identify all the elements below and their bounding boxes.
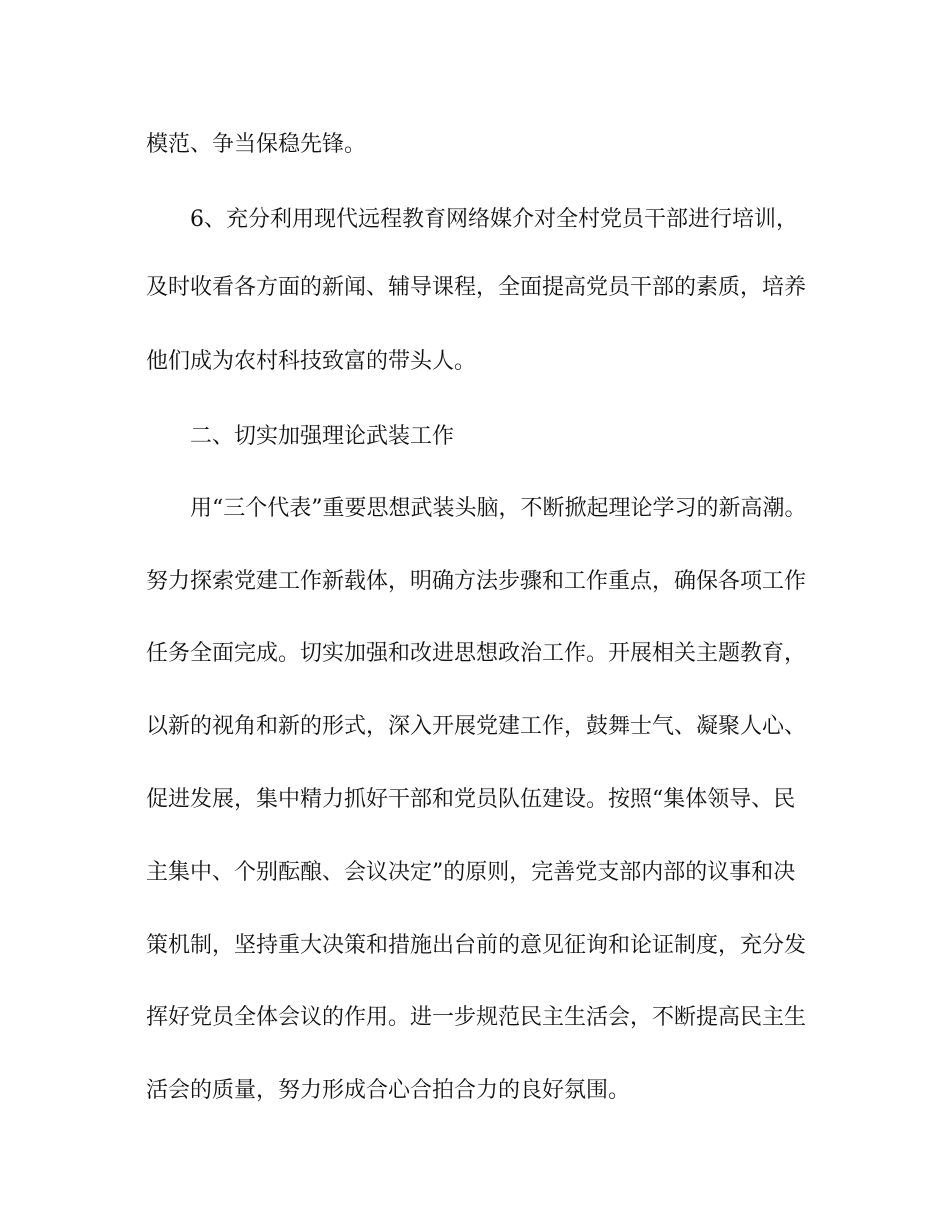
- text-line: 以新的视角和新的形式，深入开展党建工作，鼓舞士气、凝聚人心、: [146, 714, 807, 739]
- text-line: 促进发展，集中精力抓好干部和党员队伍建设。按照“集体领导、民: [146, 787, 796, 812]
- text-line: 挥好党员全体会议的作用。进一步规范民主生活会，不断提高民主生: [146, 1005, 807, 1030]
- text-line: 模范、争当保稳先锋。: [146, 132, 367, 157]
- section-heading: 二、切实加强理论武装工作: [190, 424, 455, 449]
- text-line: 他们成为农村科技致富的带头人。: [146, 349, 477, 374]
- text-line: 策机制，坚持重大决策和措施出台前的意见征询和论证制度，充分发: [146, 933, 807, 958]
- text-line: 用“三个代表”重要思想武装头脑，不断掀起理论学习的新高潮。: [190, 496, 807, 521]
- text-line: 努力探索党建工作新载体，明确方法步骤和工作重点，确保各项工作: [146, 569, 807, 594]
- text-line: 活会的质量，努力形成合心合拍合力的良好氛围。: [146, 1078, 631, 1103]
- text-line: 6、充分利用现代远程教育网络媒介对全村党员干部进行培训，: [190, 207, 798, 232]
- text-line: 及时收看各方面的新闻、辅导课程，全面提高党员干部的素质，培养: [146, 275, 807, 300]
- text-line: 主集中、个别酝酿、会议决定”的原则，完善党支部内部的议事和决: [146, 860, 796, 885]
- text-line: 任务全面完成。切实加强和改进思想政治工作。开展相关主题教育，: [146, 641, 807, 666]
